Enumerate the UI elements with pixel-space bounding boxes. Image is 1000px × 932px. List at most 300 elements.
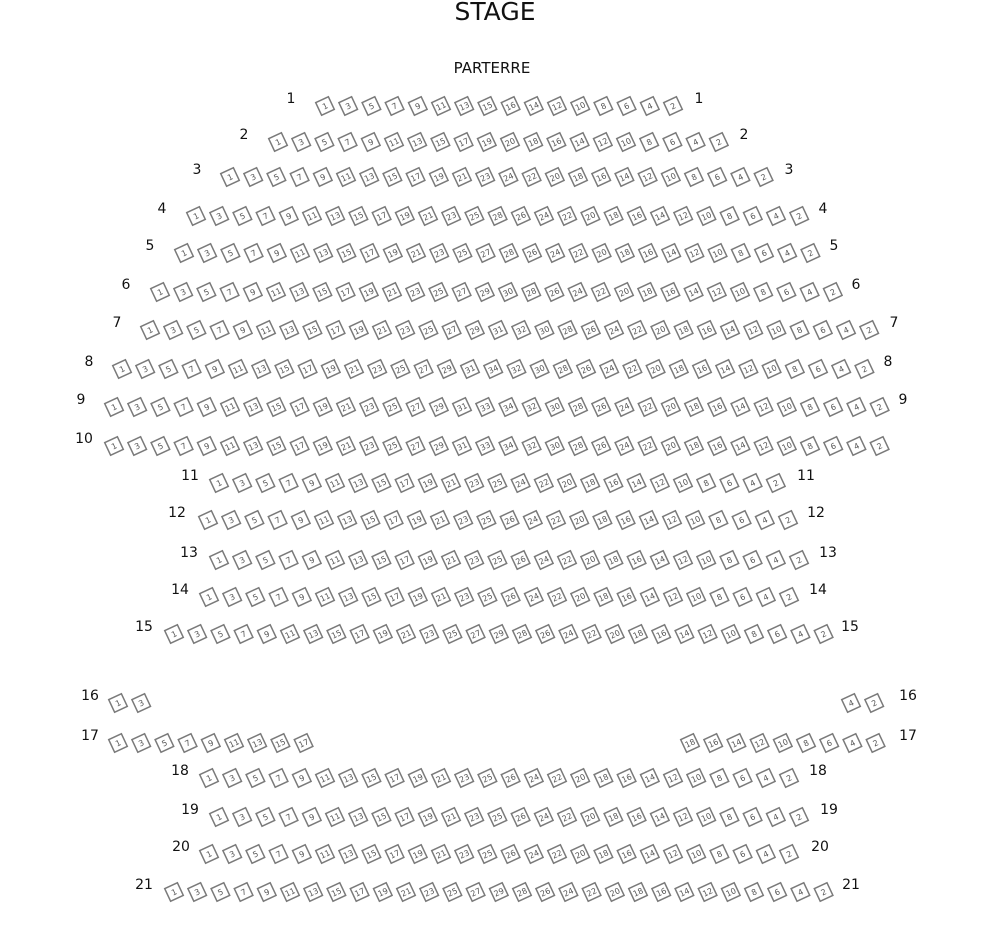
seat[interactable]: [638, 283, 657, 302]
seat[interactable]: [201, 734, 220, 753]
seat[interactable]: [687, 769, 706, 788]
seat[interactable]: [592, 244, 611, 263]
seat[interactable]: [605, 625, 624, 644]
seat[interactable]: [661, 168, 680, 187]
seat[interactable]: [731, 244, 750, 263]
seat[interactable]: [777, 437, 796, 456]
seat[interactable]: [664, 845, 683, 864]
seat[interactable]: [640, 845, 659, 864]
seat[interactable]: [604, 207, 623, 226]
seat[interactable]: [246, 588, 265, 607]
seat[interactable]: [477, 511, 496, 530]
seat[interactable]: [349, 551, 368, 570]
seat[interactable]: [279, 474, 298, 493]
seat[interactable]: [674, 551, 693, 570]
seat[interactable]: [814, 883, 833, 902]
seat[interactable]: [383, 244, 402, 263]
seat[interactable]: [501, 845, 520, 864]
seat[interactable]: [304, 883, 323, 902]
seat[interactable]: [338, 133, 357, 152]
seat[interactable]: [132, 694, 151, 713]
seat[interactable]: [773, 734, 792, 753]
seat[interactable]: [534, 474, 553, 493]
seat[interactable]: [790, 551, 809, 570]
seat[interactable]: [754, 437, 773, 456]
seat[interactable]: [419, 321, 438, 340]
seat[interactable]: [720, 551, 739, 570]
seat[interactable]: [615, 283, 634, 302]
seat[interactable]: [465, 474, 484, 493]
seat[interactable]: [779, 511, 798, 530]
seat[interactable]: [727, 734, 746, 753]
seat[interactable]: [800, 283, 819, 302]
seat[interactable]: [279, 207, 298, 226]
seat[interactable]: [732, 511, 751, 530]
seat[interactable]: [664, 769, 683, 788]
seat[interactable]: [350, 883, 369, 902]
seat[interactable]: [638, 437, 657, 456]
seat[interactable]: [615, 244, 634, 263]
seat[interactable]: [267, 398, 286, 417]
seat[interactable]: [244, 398, 263, 417]
seat[interactable]: [315, 133, 334, 152]
seat[interactable]: [326, 551, 345, 570]
seat[interactable]: [442, 321, 461, 340]
seat[interactable]: [524, 133, 543, 152]
seat[interactable]: [669, 360, 688, 379]
seat[interactable]: [591, 283, 610, 302]
seat[interactable]: [245, 511, 264, 530]
seat[interactable]: [674, 321, 693, 340]
seat[interactable]: [548, 97, 567, 116]
seat[interactable]: [275, 360, 294, 379]
seat[interactable]: [269, 769, 288, 788]
seat[interactable]: [465, 808, 484, 827]
seat[interactable]: [743, 474, 762, 493]
seat[interactable]: [545, 437, 564, 456]
seat[interactable]: [220, 283, 239, 302]
seat[interactable]: [187, 321, 206, 340]
seat[interactable]: [466, 625, 485, 644]
seat[interactable]: [151, 398, 170, 417]
seat[interactable]: [767, 321, 786, 340]
seat[interactable]: [257, 883, 276, 902]
seat[interactable]: [733, 769, 752, 788]
seat[interactable]: [535, 207, 554, 226]
seat[interactable]: [623, 360, 642, 379]
seat[interactable]: [809, 360, 828, 379]
seat[interactable]: [408, 133, 427, 152]
seat[interactable]: [708, 398, 727, 417]
seat[interactable]: [628, 321, 647, 340]
seat[interactable]: [360, 398, 379, 417]
seat[interactable]: [832, 360, 851, 379]
seat[interactable]: [455, 845, 474, 864]
seat[interactable]: [222, 511, 241, 530]
seat[interactable]: [303, 321, 322, 340]
seat[interactable]: [499, 437, 518, 456]
seat[interactable]: [478, 845, 497, 864]
seat[interactable]: [523, 244, 542, 263]
seat[interactable]: [500, 511, 519, 530]
seat[interactable]: [292, 769, 311, 788]
seat[interactable]: [488, 207, 507, 226]
seat[interactable]: [327, 883, 346, 902]
seat[interactable]: [294, 734, 313, 753]
seat[interactable]: [581, 474, 600, 493]
seat[interactable]: [430, 244, 449, 263]
seat[interactable]: [558, 808, 577, 827]
seat[interactable]: [383, 283, 402, 302]
seat[interactable]: [442, 474, 461, 493]
seat[interactable]: [499, 244, 518, 263]
seat[interactable]: [547, 511, 566, 530]
seat[interactable]: [860, 321, 879, 340]
seat[interactable]: [617, 97, 636, 116]
seat[interactable]: [739, 360, 758, 379]
seat[interactable]: [246, 845, 265, 864]
seat[interactable]: [577, 360, 596, 379]
seat[interactable]: [627, 207, 646, 226]
seat[interactable]: [743, 551, 762, 570]
seat[interactable]: [316, 97, 335, 116]
seat[interactable]: [558, 207, 577, 226]
seat[interactable]: [257, 321, 276, 340]
seat[interactable]: [638, 398, 657, 417]
seat[interactable]: [664, 97, 683, 116]
seat[interactable]: [524, 97, 543, 116]
seat[interactable]: [814, 625, 833, 644]
seat[interactable]: [824, 398, 843, 417]
seat[interactable]: [710, 769, 729, 788]
seat[interactable]: [684, 283, 703, 302]
seat[interactable]: [268, 511, 287, 530]
seat[interactable]: [778, 244, 797, 263]
seat[interactable]: [616, 511, 635, 530]
seat[interactable]: [407, 511, 426, 530]
seat[interactable]: [437, 360, 456, 379]
seat[interactable]: [256, 474, 275, 493]
seat[interactable]: [136, 360, 155, 379]
seat[interactable]: [327, 625, 346, 644]
seat[interactable]: [766, 474, 785, 493]
seat[interactable]: [210, 321, 229, 340]
seat[interactable]: [721, 625, 740, 644]
seat[interactable]: [429, 398, 448, 417]
seat[interactable]: [408, 588, 427, 607]
seat[interactable]: [592, 398, 611, 417]
seat[interactable]: [743, 808, 762, 827]
seat[interactable]: [823, 283, 842, 302]
seat[interactable]: [267, 168, 286, 187]
seat[interactable]: [408, 97, 427, 116]
seat[interactable]: [188, 625, 207, 644]
seat[interactable]: [663, 511, 682, 530]
seat[interactable]: [843, 734, 862, 753]
seat[interactable]: [302, 808, 321, 827]
seat[interactable]: [592, 437, 611, 456]
seat[interactable]: [396, 321, 415, 340]
seat[interactable]: [522, 398, 541, 417]
seat[interactable]: [791, 625, 810, 644]
seat[interactable]: [664, 588, 683, 607]
seat[interactable]: [744, 321, 763, 340]
seat[interactable]: [256, 207, 275, 226]
seat[interactable]: [511, 207, 530, 226]
seat[interactable]: [362, 97, 381, 116]
seat[interactable]: [182, 360, 201, 379]
seat[interactable]: [513, 625, 532, 644]
seat[interactable]: [109, 694, 128, 713]
seat[interactable]: [418, 474, 437, 493]
seat[interactable]: [290, 168, 309, 187]
seat[interactable]: [200, 845, 219, 864]
seat[interactable]: [431, 511, 450, 530]
seat[interactable]: [615, 437, 634, 456]
seat[interactable]: [269, 845, 288, 864]
seat[interactable]: [248, 734, 267, 753]
seat[interactable]: [290, 398, 309, 417]
seat[interactable]: [790, 207, 809, 226]
seat[interactable]: [373, 883, 392, 902]
seat[interactable]: [478, 97, 497, 116]
seat[interactable]: [593, 511, 612, 530]
seat[interactable]: [372, 551, 391, 570]
seat[interactable]: [687, 588, 706, 607]
seat[interactable]: [233, 321, 252, 340]
seat[interactable]: [313, 168, 332, 187]
seat[interactable]: [524, 845, 543, 864]
seat[interactable]: [210, 551, 229, 570]
seat[interactable]: [594, 588, 613, 607]
seat[interactable]: [360, 244, 379, 263]
seat[interactable]: [432, 845, 451, 864]
seat[interactable]: [605, 883, 624, 902]
seat[interactable]: [731, 398, 750, 417]
seat[interactable]: [210, 808, 229, 827]
seat[interactable]: [536, 883, 555, 902]
seat[interactable]: [568, 283, 587, 302]
seat[interactable]: [303, 207, 322, 226]
seat[interactable]: [431, 133, 450, 152]
seat[interactable]: [233, 207, 252, 226]
seat[interactable]: [359, 283, 378, 302]
seat[interactable]: [432, 769, 451, 788]
seat[interactable]: [484, 360, 503, 379]
seat[interactable]: [499, 398, 518, 417]
seat[interactable]: [570, 133, 589, 152]
seat[interactable]: [756, 769, 775, 788]
seat[interactable]: [733, 588, 752, 607]
seat[interactable]: [507, 360, 526, 379]
seat[interactable]: [205, 360, 224, 379]
seat[interactable]: [721, 883, 740, 902]
seat[interactable]: [594, 769, 613, 788]
seat[interactable]: [870, 398, 889, 417]
seat[interactable]: [698, 883, 717, 902]
seat[interactable]: [693, 360, 712, 379]
seat[interactable]: [847, 398, 866, 417]
seat[interactable]: [523, 511, 542, 530]
seat[interactable]: [290, 283, 309, 302]
seat[interactable]: [582, 625, 601, 644]
seat[interactable]: [267, 244, 286, 263]
seat[interactable]: [453, 437, 472, 456]
seat[interactable]: [569, 244, 588, 263]
seat[interactable]: [454, 133, 473, 152]
seat[interactable]: [339, 97, 358, 116]
seat[interactable]: [704, 734, 723, 753]
seat[interactable]: [617, 769, 636, 788]
seat[interactable]: [337, 244, 356, 263]
seat[interactable]: [797, 734, 816, 753]
seat[interactable]: [336, 283, 355, 302]
seat[interactable]: [488, 551, 507, 570]
seat[interactable]: [617, 133, 636, 152]
seat[interactable]: [391, 360, 410, 379]
seat[interactable]: [581, 551, 600, 570]
seat[interactable]: [292, 588, 311, 607]
seat[interactable]: [847, 437, 866, 456]
seat[interactable]: [780, 769, 799, 788]
seat[interactable]: [685, 168, 704, 187]
seat[interactable]: [547, 133, 566, 152]
seat[interactable]: [837, 321, 856, 340]
seat[interactable]: [132, 734, 151, 753]
seat[interactable]: [777, 283, 796, 302]
seat[interactable]: [188, 883, 207, 902]
seat[interactable]: [478, 769, 497, 788]
seat[interactable]: [710, 588, 729, 607]
seat[interactable]: [372, 808, 391, 827]
seat[interactable]: [223, 845, 242, 864]
seat[interactable]: [151, 283, 170, 302]
seat[interactable]: [870, 437, 889, 456]
seat[interactable]: [345, 360, 364, 379]
seat[interactable]: [105, 437, 124, 456]
seat[interactable]: [385, 97, 404, 116]
seat[interactable]: [155, 734, 174, 753]
seat[interactable]: [453, 398, 472, 417]
seat[interactable]: [187, 207, 206, 226]
seat[interactable]: [383, 437, 402, 456]
seat[interactable]: [349, 321, 368, 340]
seat[interactable]: [627, 808, 646, 827]
seat[interactable]: [397, 625, 416, 644]
seat[interactable]: [113, 360, 132, 379]
seat[interactable]: [731, 437, 750, 456]
seat[interactable]: [269, 133, 288, 152]
seat[interactable]: [750, 734, 769, 753]
seat[interactable]: [316, 769, 335, 788]
seat[interactable]: [639, 511, 658, 530]
seat[interactable]: [785, 360, 804, 379]
seat[interactable]: [257, 625, 276, 644]
seat[interactable]: [604, 474, 623, 493]
seat[interactable]: [466, 883, 485, 902]
seat[interactable]: [233, 551, 252, 570]
seat[interactable]: [362, 845, 381, 864]
seat[interactable]: [316, 845, 335, 864]
seat[interactable]: [743, 207, 762, 226]
seat[interactable]: [512, 321, 531, 340]
seat[interactable]: [489, 625, 508, 644]
seat[interactable]: [709, 133, 728, 152]
seat[interactable]: [418, 808, 437, 827]
seat[interactable]: [443, 883, 462, 902]
seat[interactable]: [337, 168, 356, 187]
seat[interactable]: [534, 808, 553, 827]
seat[interactable]: [675, 883, 694, 902]
seat[interactable]: [443, 625, 462, 644]
seat[interactable]: [384, 511, 403, 530]
seat[interactable]: [733, 845, 752, 864]
seat[interactable]: [546, 244, 565, 263]
seat[interactable]: [476, 398, 495, 417]
seat[interactable]: [302, 551, 321, 570]
seat[interactable]: [780, 588, 799, 607]
seat[interactable]: [499, 168, 518, 187]
seat[interactable]: [395, 207, 414, 226]
seat[interactable]: [350, 625, 369, 644]
seat[interactable]: [298, 360, 317, 379]
seat[interactable]: [165, 883, 184, 902]
seat[interactable]: [360, 437, 379, 456]
seat[interactable]: [801, 244, 820, 263]
seat[interactable]: [151, 437, 170, 456]
seat[interactable]: [650, 808, 669, 827]
seat[interactable]: [406, 168, 425, 187]
seat[interactable]: [407, 244, 426, 263]
seat[interactable]: [244, 168, 263, 187]
seat[interactable]: [432, 588, 451, 607]
seat[interactable]: [755, 244, 774, 263]
seat[interactable]: [685, 244, 704, 263]
seat[interactable]: [221, 398, 240, 417]
seat[interactable]: [592, 168, 611, 187]
seat[interactable]: [385, 588, 404, 607]
seat[interactable]: [406, 398, 425, 417]
seat[interactable]: [558, 321, 577, 340]
seat[interactable]: [813, 321, 832, 340]
seat[interactable]: [638, 168, 657, 187]
seat[interactable]: [453, 244, 472, 263]
seat[interactable]: [164, 321, 183, 340]
seat[interactable]: [326, 808, 345, 827]
seat[interactable]: [569, 398, 588, 417]
seat[interactable]: [548, 845, 567, 864]
seat[interactable]: [373, 625, 392, 644]
seat[interactable]: [661, 283, 680, 302]
seat[interactable]: [615, 168, 634, 187]
seat[interactable]: [513, 883, 532, 902]
seat[interactable]: [651, 207, 670, 226]
seat[interactable]: [754, 283, 773, 302]
seat[interactable]: [581, 321, 600, 340]
seat[interactable]: [777, 398, 796, 417]
seat[interactable]: [720, 474, 739, 493]
seat[interactable]: [731, 283, 750, 302]
seat[interactable]: [233, 808, 252, 827]
seat[interactable]: [326, 207, 345, 226]
seat[interactable]: [768, 625, 787, 644]
seat[interactable]: [756, 588, 775, 607]
seat[interactable]: [478, 588, 497, 607]
seat[interactable]: [109, 734, 128, 753]
seat[interactable]: [697, 474, 716, 493]
seat[interactable]: [280, 321, 299, 340]
seat[interactable]: [210, 207, 229, 226]
